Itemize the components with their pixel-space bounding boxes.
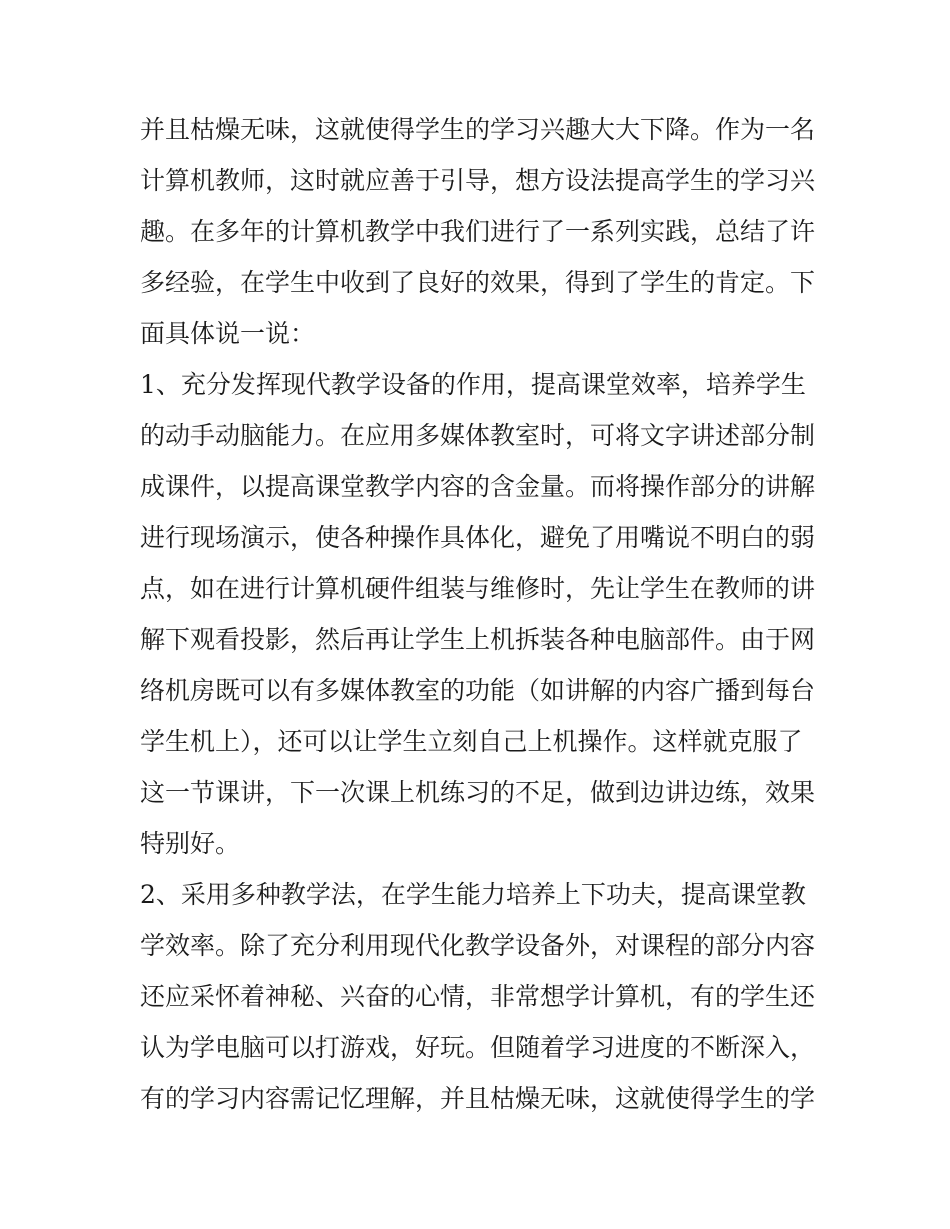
text-line: 有的学习内容需记忆理解，并且枯燥无味，这就使得学生的学 [140,1084,816,1113]
text-line: 面具体说一说： [140,319,316,348]
text-line: 络机房既可以有多媒体教室的功能（如讲解的内容广播到每台 [140,676,816,705]
text-line: 解下观看投影，然后再让学生上机拆装各种电脑部件。由于网 [140,625,816,654]
text-line: 计算机教师，这时就应善于引导，想方设法提高学生的学习兴 [140,166,816,195]
section-2-heading-line: 2、采用多种教学法，在学生能力培养上下功夫，提高课堂教 [140,880,806,909]
text-line: 多经验，在学生中收到了良好的效果，得到了学生的肯定。下 [140,268,816,297]
text-line: 学效率。除了充分利用现代化教学设备外，对课程的部分内容 [140,931,816,960]
text-line: 趣。在多年的计算机教学中我们进行了一系列实践，总结了许 [140,217,816,246]
text-line: 进行现场演示，使各种操作具体化，避免了用嘴说不明白的弱 [140,523,816,552]
section-1-heading-line: 1、充分发挥现代教学设备的作用，提高课堂效率，培养学生 [140,370,806,399]
text-line: 学生机上），还可以让学生立刻自己上机操作。这样就克服了 [140,727,803,756]
text-line: 这一节课讲，下一次课上机练习的不足，做到边讲边练，效果 [140,778,816,807]
text-line: 点，如在进行计算机硬件组装与维修时，先让学生在教师的讲 [140,574,816,603]
document-body [140,104,820,1124]
text-line: 还应采怀着神秘、兴奋的心情，非常想学计算机，有的学生还 [140,982,816,1011]
text-line: 特别好。 [140,829,241,858]
text-line: 认为学电脑可以打游戏，好玩。但随着学习进度的不断深入， [140,1033,816,1062]
text-line: 的动手动脑能力。在应用多媒体教室时，可将文字讲述部分制 [140,421,816,450]
text-line: 并且枯燥无味，这就使得学生的学习兴趣大大下降。作为一名 [140,115,816,144]
text-line: 成课件，以提高课堂教学内容的含金量。而将操作部分的讲解 [140,472,816,501]
